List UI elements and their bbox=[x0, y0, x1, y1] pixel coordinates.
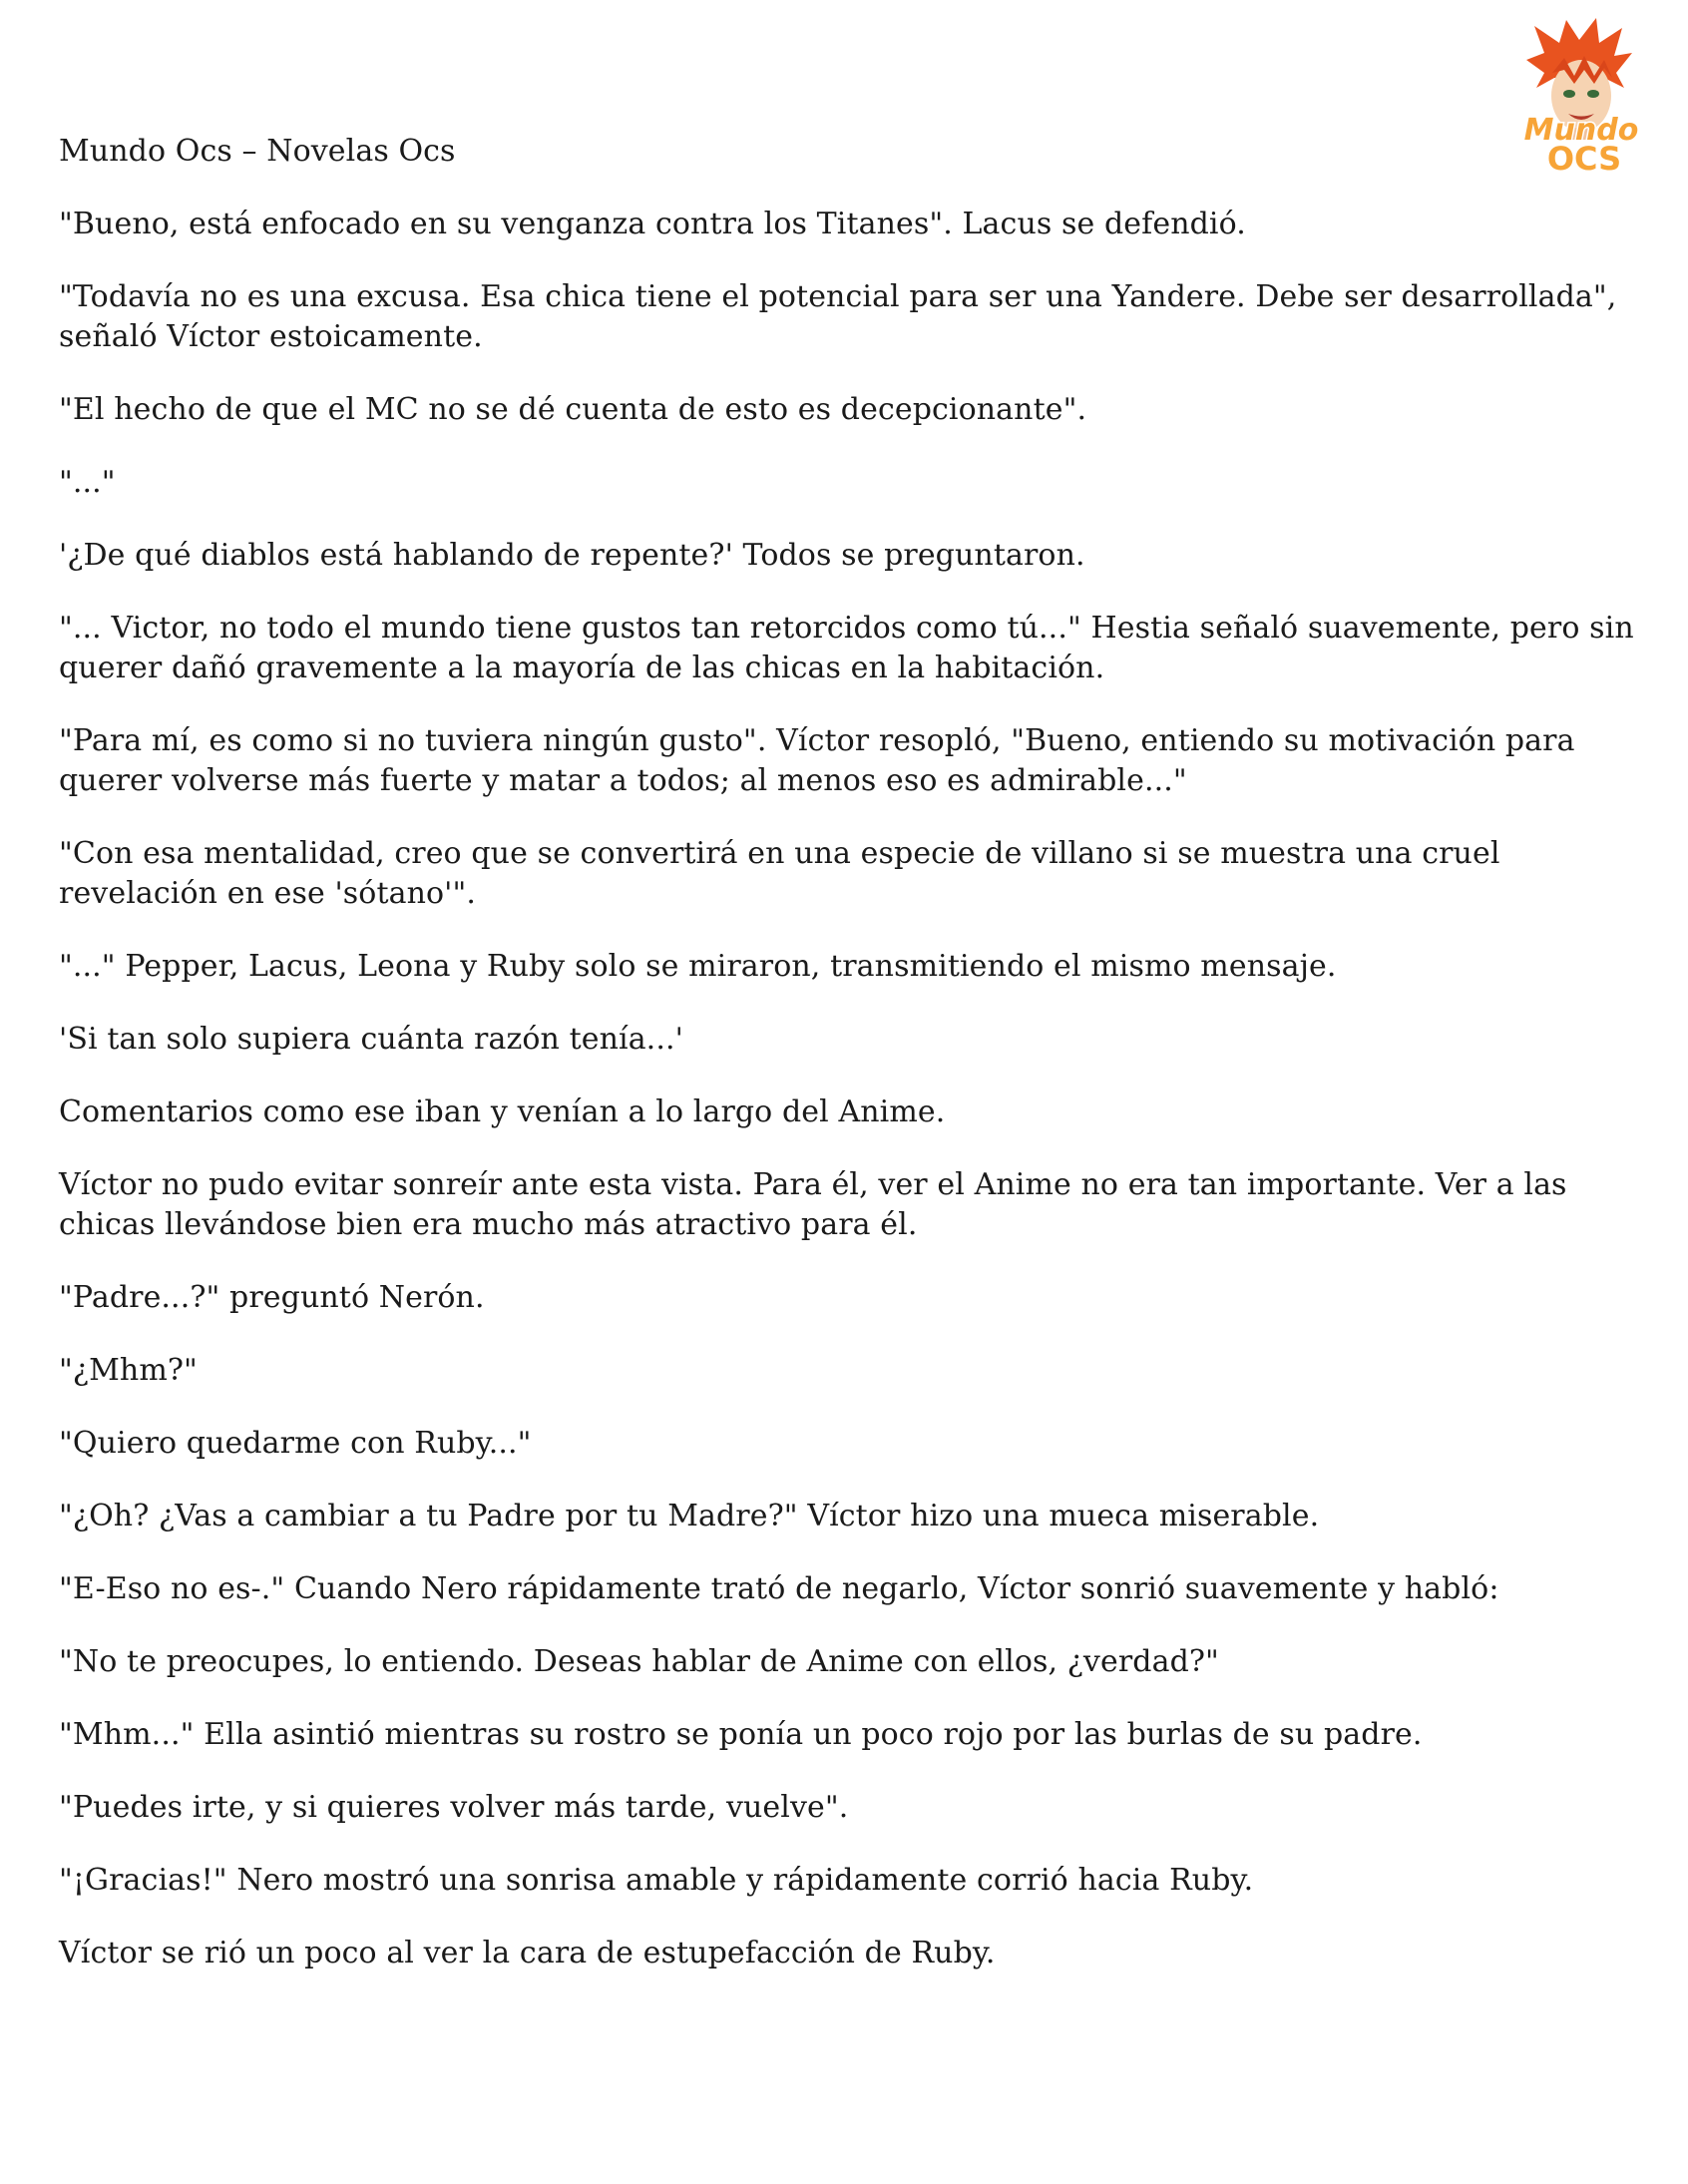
paragraph: "E-Eso no es-." Cuando Nero rápidamente trató de negarlo, Víctor sonrió suavemente y habló: bbox=[59, 1571, 1499, 1606]
paragraph: "..." bbox=[59, 465, 116, 500]
paragraph: 'Si tan solo supiera cuánta razón tenía...' bbox=[59, 1022, 683, 1057]
paragraph: "¿Mhm?" bbox=[59, 1353, 198, 1388]
paragraph: "..." Pepper, Lacus, Leona y Ruby solo se miraron, transmitiendo el mismo mensaje. bbox=[59, 949, 1337, 984]
paragraph: "Puedes irte, y si quieres volver más tarde, vuelve". bbox=[59, 1790, 849, 1825]
paragraph: "Bueno, está enfocado en su venganza contra los Titanes". Lacus se defendió. bbox=[59, 207, 1246, 241]
paragraph: '¿De qué diablos está hablando de repente?' Todos se preguntaron. bbox=[59, 538, 1085, 573]
paragraph: "... Victor, no todo el mundo tiene gustos tan retorcidos como tú..." Hestia señaló suavemente, pero sin querer dañó gravemente a la mayoría de las chicas en la habitación. bbox=[59, 611, 1634, 685]
paragraph: "¿Oh? ¿Vas a cambiar a tu Padre por tu Madre?" Víctor hizo una mueca miserable. bbox=[59, 1499, 1320, 1533]
paragraph: Víctor se rió un poco al ver la cara de estupefacción de Ruby. bbox=[59, 1936, 996, 1970]
document-body bbox=[59, 205, 1635, 1973]
paragraph: "No te preocupes, lo entiendo. Deseas hablar de Anime con ellos, ¿verdad?" bbox=[59, 1644, 1219, 1679]
paragraph: Comentarios como ese iban y venían a lo largo del Anime. bbox=[59, 1094, 946, 1129]
paragraph: "Todavía no es una excusa. Esa chica tiene el potencial para ser una Yandere. Debe ser desarrollada", señaló Víctor estoicamente. bbox=[59, 279, 1617, 354]
document-page bbox=[59, 132, 1635, 2006]
logo-text-line1: Mundo bbox=[1523, 113, 1639, 148]
paragraph: "Con esa mentalidad, creo que se convertirá en una especie de villano si se muestra una cruel revelación en ese 'sótano'". bbox=[59, 836, 1500, 911]
logo-text-line2: OCS bbox=[1546, 140, 1622, 178]
paragraph: Víctor no pudo evitar sonreír ante esta vista. Para él, ver el Anime no era tan importante. Ver a las chicas llevándose bien era mucho más atractivo para él. bbox=[59, 1167, 1567, 1242]
paragraph: "¡Gracias!" Nero mostró una sonrisa amable y rápidamente corrió hacia Ruby. bbox=[59, 1863, 1254, 1898]
paragraph: "Mhm..." Ella asintió mientras su rostro se ponía un poco rojo por las burlas de su padre. bbox=[59, 1717, 1423, 1752]
paragraph: "Quiero quedarme con Ruby..." bbox=[59, 1426, 532, 1461]
paragraph: "Para mí, es como si no tuviera ningún gusto". Víctor resopló, "Bueno, entiendo su motivación para querer volverse más fuerte y matar a todos; al menos eso es admirable..." bbox=[59, 723, 1575, 798]
paragraph: "Padre...?" preguntó Nerón. bbox=[59, 1280, 485, 1315]
page-header: Mundo Ocs – Novelas Ocs bbox=[59, 134, 456, 169]
paragraph: "El hecho de que el MC no se dé cuenta de esto es decepcionante". bbox=[59, 392, 1087, 427]
